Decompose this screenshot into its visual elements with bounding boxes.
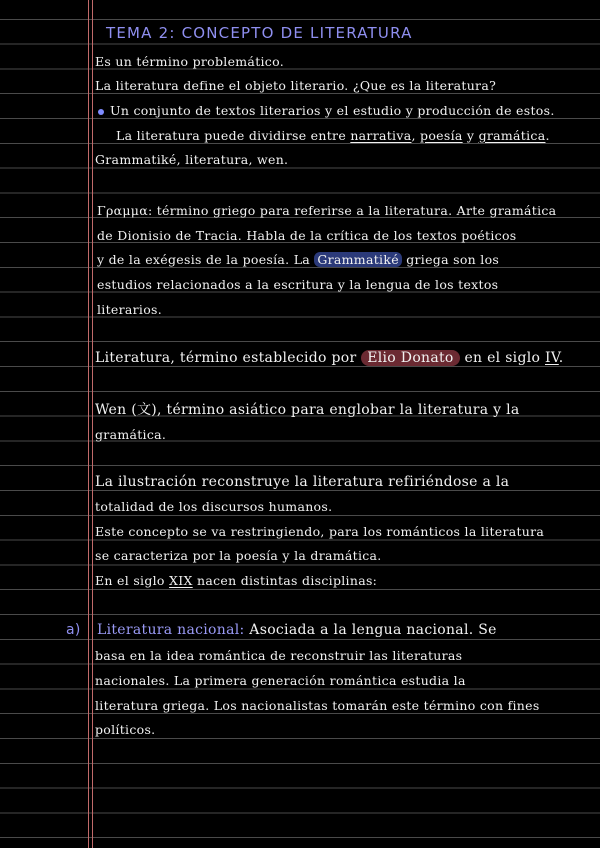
text-line: En el siglo XIX nacen distintas disciplinas: bbox=[95, 573, 378, 588]
section-heading: Literatura nacional: bbox=[97, 622, 245, 638]
text-line: Este concepto se va restringiendo, para los románticos la literatura bbox=[95, 524, 545, 539]
text-line: La literatura puede dividirse entre narrativa, poesía y gramática. bbox=[116, 128, 550, 143]
text-line: basa en la idea romántica de reconstruir las literaturas bbox=[95, 648, 463, 663]
text-line: y de la exégesis de la poesía. La Grammatiké griega son los bbox=[97, 252, 500, 267]
text-line: Es un término problemático. bbox=[95, 54, 284, 69]
margin-line-right bbox=[92, 0, 93, 848]
text-line: gramática. bbox=[95, 427, 167, 442]
highlight-elio-donato: Elio Donato bbox=[361, 350, 459, 366]
text-line: de Dionisio de Tracia. Habla de la crítica de los textos poéticos bbox=[97, 228, 517, 243]
text-line: se caracteriza por la poesía y la dramática. bbox=[95, 548, 382, 563]
text-line: totalidad de los discursos humanos. bbox=[95, 499, 333, 514]
text-line: Γραμμα: término griego para referirse a la literatura. Arte gramática bbox=[97, 203, 557, 218]
text-line: La ilustración reconstruye la literatura refiriéndose a la bbox=[95, 474, 510, 490]
text-line: literarios. bbox=[97, 302, 163, 317]
bullet-line: Un conjunto de textos literarios y el estudio y producción de estos. bbox=[98, 103, 555, 118]
text-line: políticos. bbox=[95, 722, 156, 737]
text-line: La literatura define el objeto literario. ¿Que es la literatura? bbox=[95, 78, 497, 93]
text-line: Literatura, término establecido por Elio Donato en el siglo IV. bbox=[95, 350, 564, 366]
text-line: estudios relacionados a la escritura y la lengua de los textos bbox=[97, 277, 499, 292]
text-line: Grammatiké, literatura, wen. bbox=[95, 152, 289, 167]
highlight-grammatike: Grammatiké bbox=[314, 252, 402, 267]
bullet-dot-icon bbox=[98, 109, 104, 115]
page-title: TEMA 2: CONCEPTO DE LITERATURA bbox=[106, 24, 413, 42]
margin-line-left bbox=[88, 0, 89, 848]
text-line: literatura griega. Los nacionalistas tomarán este término con fines bbox=[95, 698, 540, 713]
text-line: Literatura nacional: Asociada a la lengua nacional. Se bbox=[97, 622, 497, 638]
list-marker: a) bbox=[66, 622, 81, 638]
text-line: nacionales. La primera generación romántica estudia la bbox=[95, 673, 466, 688]
text-line: Wen (文), término asiático para englobar la literatura y la bbox=[95, 402, 520, 418]
